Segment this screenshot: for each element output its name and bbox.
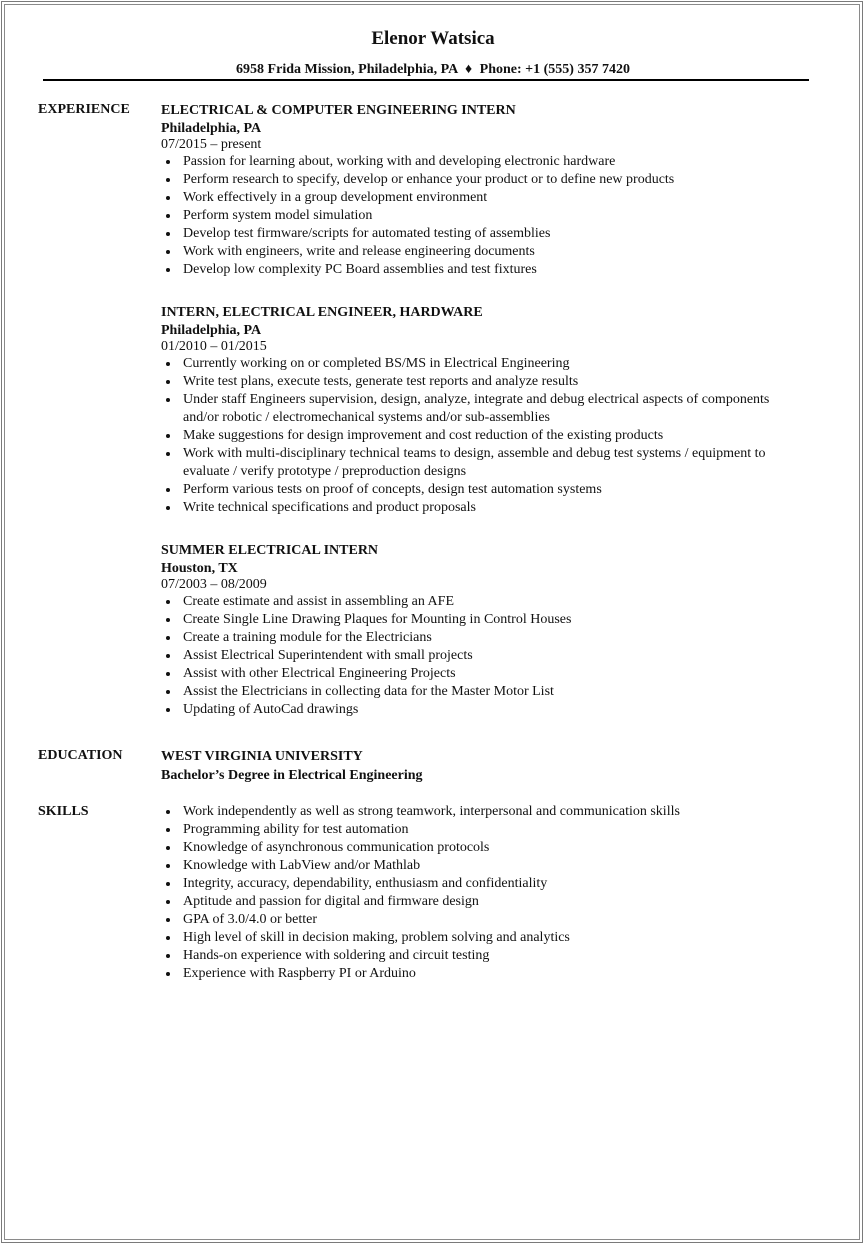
bullet-icon: [166, 232, 170, 236]
bullet-text: Work with multi-disciplinary technical teams to design, assemble and debug test systems / equipment to evaluate / verify prototype / preproduction designs: [183, 446, 766, 479]
school-name: WEST VIRGINIA UNIVERSITY: [161, 749, 363, 764]
skill-item: [161, 929, 806, 947]
bullet-item: [161, 629, 806, 647]
bullet-icon: [166, 972, 170, 976]
section-label-experience: EXPERIENCE: [38, 102, 130, 117]
bullet-item: [161, 225, 806, 243]
bullet-item: [161, 153, 806, 171]
bullet-text: Passion for learning about, working with and developing electronic hardware: [183, 154, 616, 169]
bullet-icon: [166, 864, 170, 868]
bullet-icon: [166, 828, 170, 832]
address: 6958 Frida Mission, Philadelphia, PA: [236, 62, 458, 77]
diamond-separator-icon: ♦: [464, 62, 473, 77]
bullet-item: [161, 647, 806, 665]
phone: Phone: +1 (555) 357 7420: [479, 62, 630, 77]
bullet-icon: [166, 882, 170, 886]
bullet-text: Currently working on or completed BS/MS in Electrical Engineering: [183, 356, 570, 371]
bullet-icon: [166, 214, 170, 218]
bullet-icon: [166, 618, 170, 622]
skill-text: Programming ability for test automation: [183, 822, 409, 837]
bullet-item: [161, 207, 806, 225]
bullet-item: [161, 171, 806, 189]
skill-item: [161, 965, 806, 983]
bullet-text: Develop low complexity PC Board assemblies and test fixtures: [183, 262, 537, 277]
bullet-icon: [166, 380, 170, 384]
bullet-text: Work effectively in a group development environment: [183, 190, 488, 205]
bullet-icon: [166, 506, 170, 510]
skill-item: [161, 911, 806, 929]
bullet-icon: [166, 362, 170, 366]
job-dates: 07/2015 – present: [161, 137, 262, 152]
bullet-icon: [166, 708, 170, 712]
bullet-item: [161, 665, 806, 683]
bullet-item: [161, 189, 806, 207]
skill-text: Integrity, accuracy, dependability, enthusiasm and confidentiality: [183, 876, 548, 891]
bullet-item: [161, 355, 806, 373]
bullet-text: Write test plans, execute tests, generate test reports and analyze results: [183, 374, 579, 389]
bullet-icon: [166, 268, 170, 272]
contact-line: [0, 61, 866, 78]
bullet-text: Perform various tests on proof of concepts, design test automation systems: [183, 482, 602, 497]
bullet-item: [161, 701, 806, 719]
experience-body: [161, 101, 806, 737]
bullet-item: [161, 243, 806, 261]
skill-item: [161, 947, 806, 965]
skill-text: Aptitude and passion for digital and firmware design: [183, 894, 479, 909]
job-location: Philadelphia, PA: [161, 121, 262, 136]
bullet-icon: [166, 250, 170, 254]
skill-item: [161, 875, 806, 893]
bullet-item: [161, 499, 806, 517]
bullet-text: Updating of AutoCad drawings: [183, 702, 359, 717]
job-bullets: [161, 593, 806, 719]
bullet-text: Write technical specifications and product proposals: [183, 500, 476, 515]
skill-item: [161, 821, 806, 839]
bullet-item: [161, 261, 806, 279]
degree: Bachelor’s Degree in Electrical Engineering: [161, 768, 423, 783]
job-entry: [161, 303, 806, 517]
bullet-icon: [166, 654, 170, 658]
job-bullets: [161, 153, 806, 279]
bullet-text: Create Single Line Drawing Plaques for Mounting in Control Houses: [183, 612, 572, 627]
bullet-text: Assist Electrical Superintendent with small projects: [183, 648, 473, 663]
bullet-item: [161, 373, 806, 391]
bullet-text: Develop test firmware/scripts for automated testing of assemblies: [183, 226, 551, 241]
skills-list: [161, 803, 806, 983]
bullet-icon: [166, 196, 170, 200]
job-location: Philadelphia, PA: [161, 323, 262, 338]
skill-text: Knowledge of asynchronous communication protocols: [183, 840, 490, 855]
skill-item: [161, 803, 806, 821]
bullet-text: Work with engineers, write and release engineering documents: [183, 244, 535, 259]
bullet-icon: [166, 398, 170, 402]
header-divider: [43, 79, 809, 81]
bullet-item: [161, 391, 806, 427]
bullet-icon: [166, 954, 170, 958]
bullet-text: Create estimate and assist in assembling an AFE: [183, 594, 455, 609]
skill-item: [161, 857, 806, 875]
bullet-icon: [166, 846, 170, 850]
bullet-item: [161, 593, 806, 611]
bullet-text: Assist the Electricians in collecting data for the Master Motor List: [183, 684, 554, 699]
bullet-text: Create a training module for the Electricians: [183, 630, 432, 645]
bullet-item: [161, 611, 806, 629]
job-location: Houston, TX: [161, 561, 238, 576]
bullet-text: Assist with other Electrical Engineering Projects: [183, 666, 456, 681]
skill-text: High level of skill in decision making, problem solving and analytics: [183, 930, 570, 945]
skill-text: Knowledge with LabView and/or Mathlab: [183, 858, 421, 873]
section-label-education: EDUCATION: [38, 748, 123, 763]
bullet-icon: [166, 178, 170, 182]
job-dates: 07/2003 – 08/2009: [161, 577, 267, 592]
skill-text: GPA of 3.0/4.0 or better: [183, 912, 318, 927]
bullet-text: Under staff Engineers supervision, design, analyze, integrate and debug electrical aspects of components and/or robotic / electromechanical systems and/or sub-assemblies: [183, 392, 770, 425]
bullet-item: [161, 445, 806, 481]
job-entry: [161, 101, 806, 279]
section-label-skills: SKILLS: [38, 804, 89, 819]
bullet-icon: [166, 452, 170, 456]
bullet-icon: [166, 900, 170, 904]
candidate-name: Elenor Watsica: [371, 28, 495, 49]
job-bullets: [161, 355, 806, 517]
bullet-icon: [166, 918, 170, 922]
bullet-text: Make suggestions for design improvement and cost reduction of the existing products: [183, 428, 664, 443]
skill-item: [161, 893, 806, 911]
bullet-icon: [166, 936, 170, 940]
skill-text: Hands-on experience with soldering and circuit testing: [183, 948, 490, 963]
bullet-icon: [166, 672, 170, 676]
bullet-icon: [166, 488, 170, 492]
skill-text: Experience with Raspberry PI or Arduino: [183, 966, 416, 981]
bullet-icon: [166, 600, 170, 604]
bullet-item: [161, 683, 806, 701]
job-entry: [161, 541, 806, 719]
job-title: INTERN, ELECTRICAL ENGINEER, HARDWARE: [161, 305, 483, 320]
bullet-icon: [166, 810, 170, 814]
education-body: [161, 747, 806, 785]
bullet-icon: [166, 434, 170, 438]
bullet-item: [161, 427, 806, 445]
skills-body: [161, 803, 806, 983]
bullet-icon: [166, 160, 170, 164]
skill-text: Work independently as well as strong teamwork, interpersonal and communication skills: [183, 804, 680, 819]
bullet-icon: [166, 636, 170, 640]
bullet-text: Perform research to specify, develop or enhance your product or to define new products: [183, 172, 675, 187]
job-title: SUMMER ELECTRICAL INTERN: [161, 543, 379, 558]
bullet-item: [161, 481, 806, 499]
job-title: ELECTRICAL & COMPUTER ENGINEERING INTERN: [161, 103, 516, 118]
skill-item: [161, 839, 806, 857]
bullet-text: Perform system model simulation: [183, 208, 373, 223]
job-dates: 01/2010 – 01/2015: [161, 339, 267, 354]
bullet-icon: [166, 690, 170, 694]
